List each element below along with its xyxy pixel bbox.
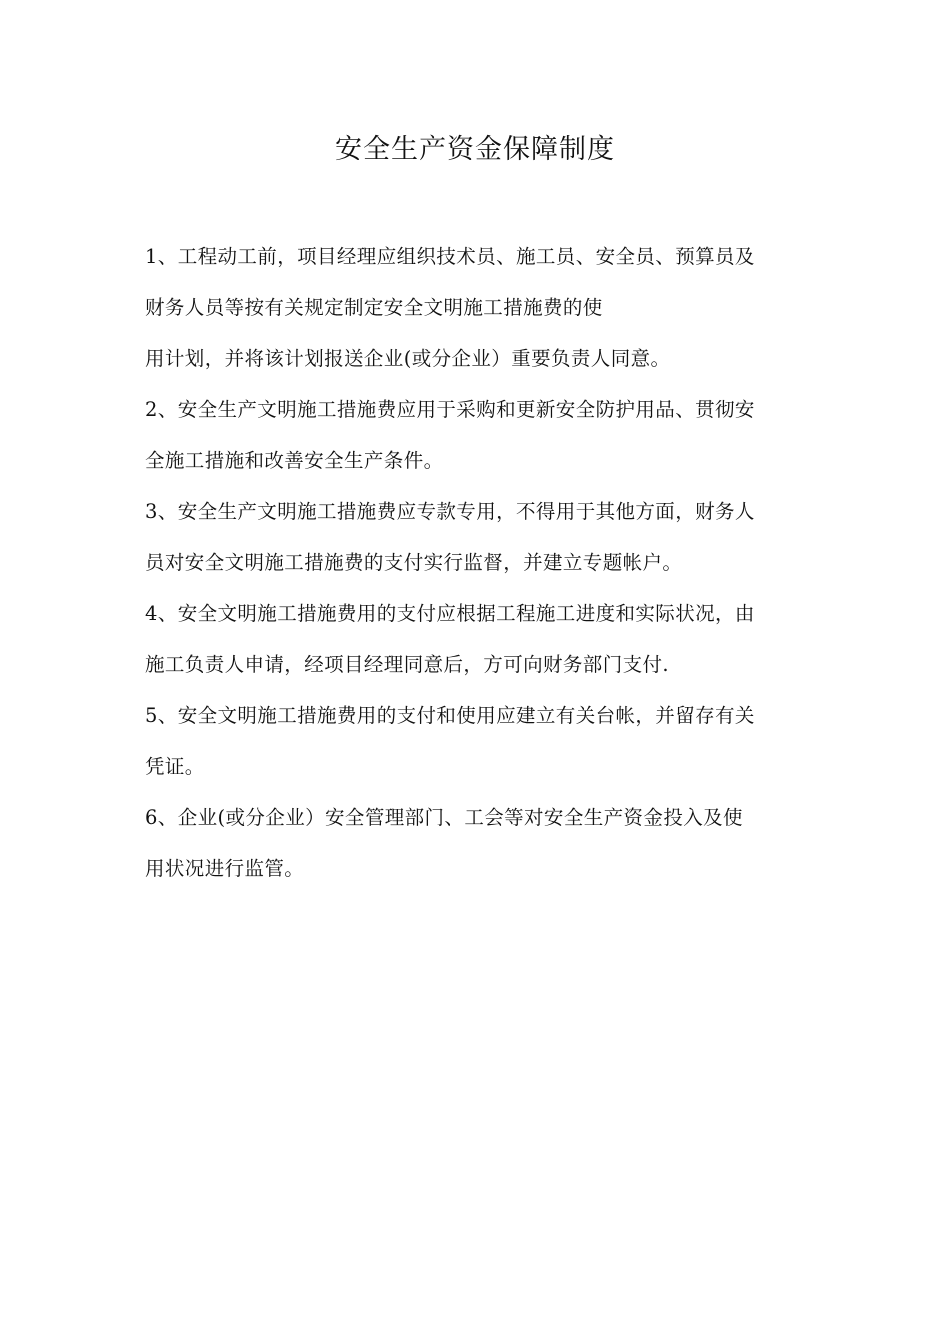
text-line: 凭证。	[145, 755, 205, 778]
text-line: 4、安全文明施工措施费用的支付应根据工程施工进度和实际状况，由	[145, 602, 755, 625]
text-line: 财务人员等按有关规定制定安全文明施工措施费的使	[145, 296, 603, 319]
text-line: 员对安全文明施工措施费的支付实行监督，并建立专题帐户。	[145, 551, 683, 574]
text-line: 用状况进行监管。	[145, 857, 305, 880]
text-line: 全施工措施和改善安全生产条件。	[145, 449, 444, 472]
text-line: 5、安全文明施工措施费用的支付和使用应建立有关台帐，并留存有关	[145, 704, 755, 727]
text-line: 2、安全生产文明施工措施费应用于采购和更新安全防护用品、贯彻安	[145, 398, 755, 421]
text-line: 1、工程动工前，项目经理应组织技术员、施工员、安全员、预算员及	[145, 245, 755, 268]
text-line: 3、安全生产文明施工措施费应专款专用，不得用于其他方面，财务人	[145, 500, 755, 523]
document-title: 安全生产资金保障制度	[335, 134, 615, 165]
text-line: 6、企业(或分企业）安全管理部门、工会等对安全生产资金投入及使	[145, 806, 743, 829]
text-line: 施工负责人申请，经项目经理同意后，方可向财务部门支付.	[145, 653, 669, 676]
document-body	[145, 235, 815, 898]
text-line: 用计划，并将该计划报送企业(或分企业）重要负责人同意。	[145, 347, 671, 370]
